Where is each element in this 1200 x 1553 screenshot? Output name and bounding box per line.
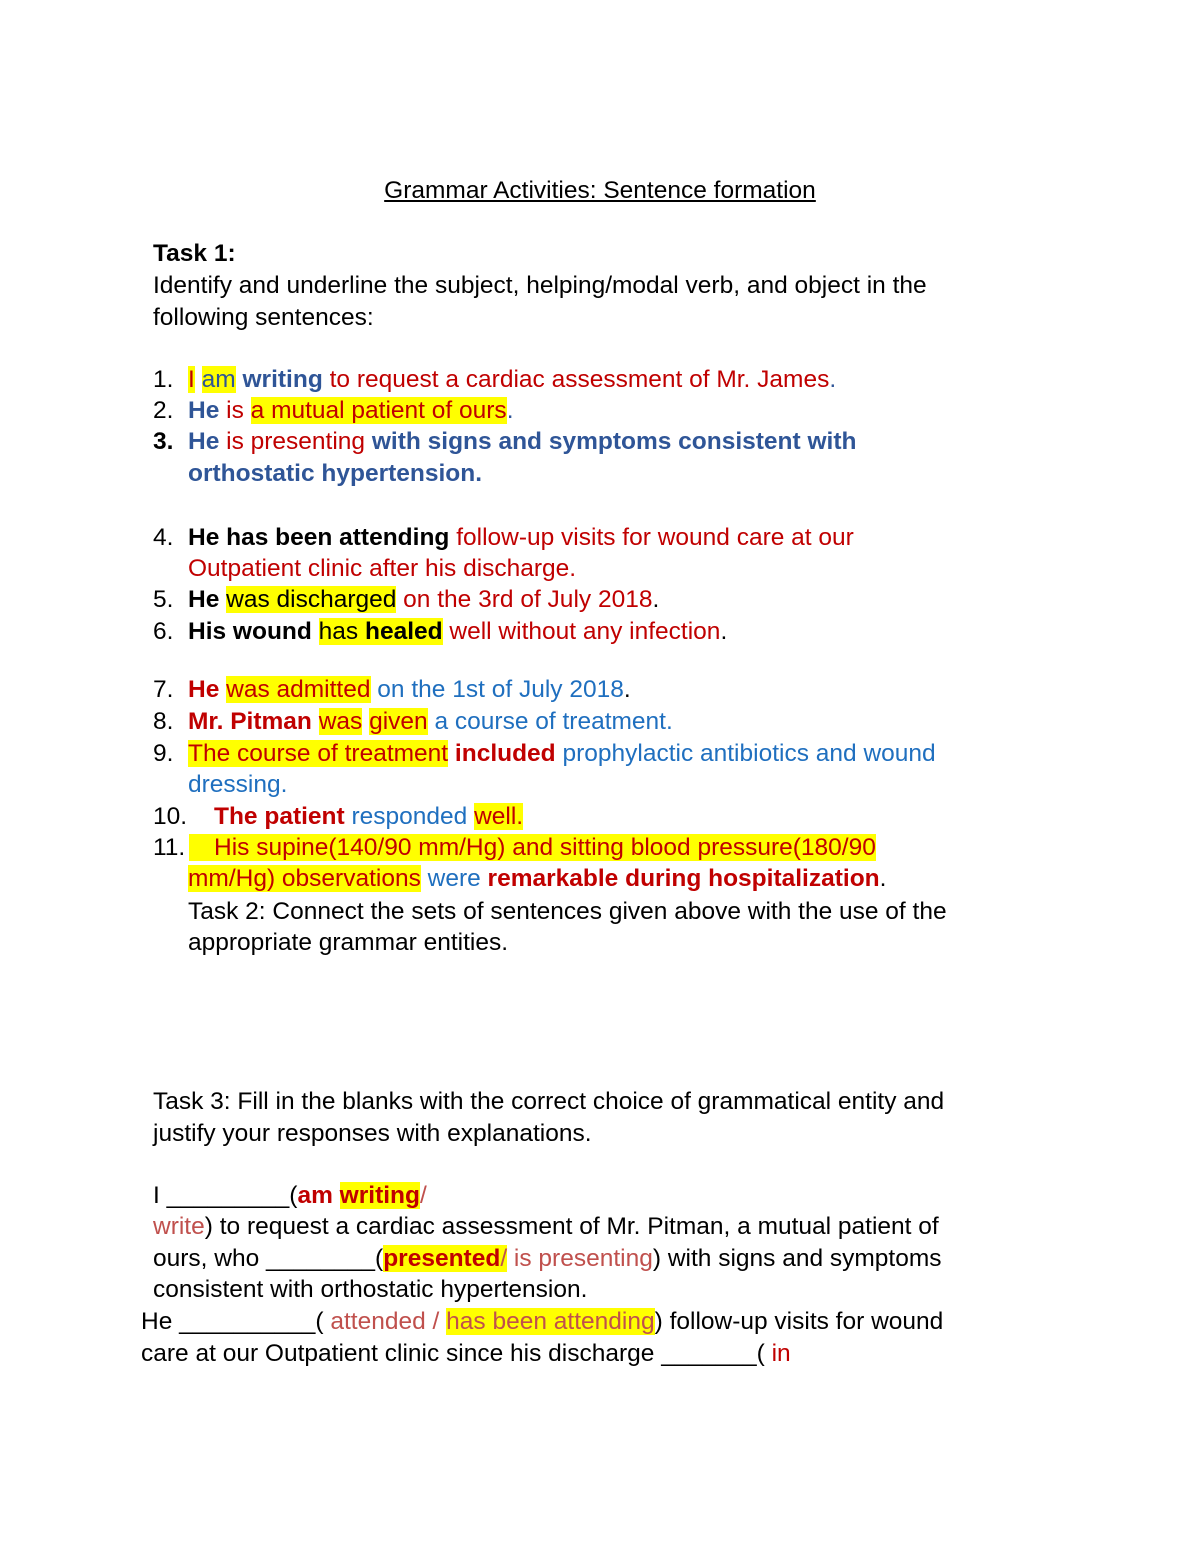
choice-presented: presented xyxy=(383,1245,501,1272)
sentence-8 xyxy=(188,706,673,737)
list-number: 4. xyxy=(153,524,174,551)
subject: He xyxy=(188,428,220,455)
sentence-3-continued: orthostatic hypertension. xyxy=(188,460,483,487)
subject: He xyxy=(188,397,220,424)
list-number: 9. xyxy=(153,740,174,767)
task2-line1: Task 2: Connect the sets of sentences given above with the use of the xyxy=(188,898,947,925)
sentence-4-continued: Outpatient clinic after his discharge. xyxy=(188,555,577,582)
fill-blank[interactable]: _______ xyxy=(661,1340,757,1367)
subject: His wound xyxy=(188,618,312,645)
helping-verb: has xyxy=(318,618,365,645)
sentence-9-continued: dressing. xyxy=(188,771,288,798)
main-verb: healed xyxy=(364,618,443,645)
object: with signs and symptoms consistent with xyxy=(371,428,857,455)
subject: He xyxy=(188,676,220,703)
choice-attended: attended / xyxy=(330,1308,440,1335)
sentence-3 xyxy=(188,426,856,457)
task1-instruction-line1: Identify and underline the subject, helping/modal verb, and object in the xyxy=(153,272,927,299)
sentence-2: He is a mutual patient of ours. xyxy=(188,397,514,424)
task3-paragraph-line5: He __________( attended / has been attending) follow-up visits for wound xyxy=(141,1308,944,1335)
choice-in: in xyxy=(771,1340,791,1367)
subject: His supine(140/90 mm/Hg) and sitting blood pressure(180/90 xyxy=(189,834,876,861)
object: well without any infection xyxy=(442,618,721,645)
choice-writing: writing xyxy=(339,1182,420,1209)
list-number: 10. xyxy=(153,803,188,830)
object: a course of treatment. xyxy=(427,708,673,735)
page-title: Grammar Activities: Sentence formation xyxy=(384,177,816,204)
sentence-11-continued: mm/Hg) observations were remarkable during hospitalization. xyxy=(188,865,887,892)
sentence-6: His wound has healed well without any infection. xyxy=(188,618,728,645)
verb: included xyxy=(454,740,556,767)
verb: is xyxy=(219,397,251,424)
sentence-11 xyxy=(214,832,876,863)
main-verb: given xyxy=(369,708,428,735)
adverb: well. xyxy=(474,803,524,830)
subject: The patient xyxy=(214,803,345,830)
task1-instruction-line2: following sentences: xyxy=(153,304,374,331)
verb: responded xyxy=(344,803,475,830)
verb: was discharged xyxy=(226,586,397,613)
subject: He xyxy=(188,586,220,613)
subject-continued: mm/Hg) observations xyxy=(188,865,421,892)
object: to request a cardiac assessment of Mr. James xyxy=(322,366,830,393)
sentence-9 xyxy=(188,738,936,769)
choice-write: write xyxy=(153,1213,205,1240)
subject: I xyxy=(188,366,195,393)
task3-line1: Task 3: Fill in the blanks with the correct choice of grammatical entity and xyxy=(153,1088,945,1115)
sentence-1: I am writing to request a cardiac assessment of Mr. James. xyxy=(188,366,837,393)
task3-paragraph-line2: write) to request a cardiac assessment of Mr. Pitman, a mutual patient of xyxy=(153,1213,939,1240)
fill-blank[interactable]: _________ xyxy=(166,1182,290,1209)
helping-verb: was xyxy=(318,708,363,735)
fill-blank[interactable]: __________ xyxy=(179,1308,316,1335)
list-number: 2. xyxy=(153,397,174,424)
object: prophylactic antibiotics and wound xyxy=(555,740,936,767)
subject-verb: He has been attending xyxy=(188,524,450,551)
fill-blank[interactable]: ________ xyxy=(266,1245,376,1272)
sentence-4 xyxy=(188,522,854,553)
task3-paragraph-line6: care at our Outpatient clinic since his discharge _______( in xyxy=(141,1340,791,1367)
task3-line2: justify your responses with explanations. xyxy=(153,1120,592,1147)
task1-heading: Task 1: xyxy=(153,240,236,267)
list-number: 5. xyxy=(153,586,174,613)
list-number: 1. xyxy=(153,366,174,393)
list-number: 3. xyxy=(153,428,174,455)
task3-paragraph-line3: ours, who ________(presented/ is presenting) with signs and symptoms xyxy=(153,1245,942,1272)
verb: were xyxy=(420,865,488,892)
list-number: 7. xyxy=(153,676,174,703)
sentence-7: He was admitted on the 1st of July 2018. xyxy=(188,676,631,703)
subject: Mr. Pitman xyxy=(188,708,312,735)
choice-is-presenting: is presenting xyxy=(507,1245,653,1272)
helping-verb: am xyxy=(201,366,236,393)
sentence-10 xyxy=(214,801,523,832)
object: on the 1st of July 2018 xyxy=(370,676,624,703)
task3-paragraph-line4: consistent with orthostatic hypertension. xyxy=(153,1276,588,1303)
list-number: 11. xyxy=(153,834,186,861)
verb: is presenting xyxy=(219,428,372,455)
task2-line2: appropriate grammar entities. xyxy=(188,929,509,956)
object: a mutual patient of ours xyxy=(250,397,507,424)
list-number: 8. xyxy=(153,708,174,735)
choice-am: am xyxy=(297,1182,333,1209)
verb: was admitted xyxy=(226,676,371,703)
sentence-5: He was discharged on the 3rd of July 2018. xyxy=(188,586,660,613)
complement: remarkable during hospitalization xyxy=(487,865,880,892)
list-number: 6. xyxy=(153,618,174,645)
object: on the 3rd of July 2018 xyxy=(396,586,653,613)
main-verb: writing xyxy=(242,366,323,393)
task3-paragraph-line1: I _________(am writing/ xyxy=(153,1182,427,1209)
subject: The course of treatment xyxy=(188,740,449,767)
object: follow-up visits for wound care at our xyxy=(449,524,854,551)
choice-has-been-attending: has been attending xyxy=(446,1308,655,1335)
